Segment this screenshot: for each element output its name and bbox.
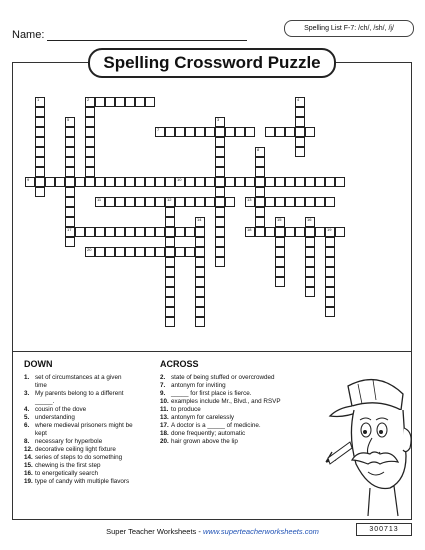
crossword-cell[interactable] <box>265 197 275 207</box>
page-title: Spelling Crossword Puzzle <box>88 48 336 78</box>
crossword-cell[interactable] <box>305 257 315 267</box>
clue-index: 3. <box>24 390 30 397</box>
crossword-cell[interactable] <box>305 127 315 137</box>
crossword-cell[interactable] <box>65 217 75 227</box>
crossword-cell[interactable] <box>185 127 195 137</box>
crossword-cell[interactable] <box>95 247 105 257</box>
cartoon-man-illustration <box>318 376 413 522</box>
crossword-cell[interactable] <box>325 197 335 207</box>
clue-number: 14 <box>197 217 202 222</box>
crossword-cell[interactable] <box>85 167 95 177</box>
crossword-cell[interactable] <box>65 177 75 187</box>
crossword-cell[interactable] <box>305 267 315 277</box>
crossword-cell[interactable] <box>265 177 275 187</box>
crossword-cell[interactable] <box>185 227 195 237</box>
clue-text: series of steps to do something <box>35 454 123 461</box>
down-clue <box>24 422 135 438</box>
crossword-cell[interactable] <box>165 227 175 237</box>
crossword-cell[interactable] <box>325 277 335 287</box>
clue-text: type of candy with multiple flavors <box>35 478 130 485</box>
crossword-cell[interactable] <box>215 207 225 217</box>
crossword-cell[interactable] <box>35 187 45 197</box>
crossword-cell[interactable] <box>235 177 245 187</box>
clue-text: antonym for carelessly <box>171 414 234 421</box>
clue-text: where medieval prisoners might be kept <box>35 422 133 437</box>
clue-number: 13 <box>247 197 252 202</box>
crossword-cell[interactable] <box>85 157 95 167</box>
clue-text: state of being stuffed or overcrowded <box>171 374 275 381</box>
crossword-cell[interactable] <box>195 237 205 247</box>
clue-number: 9 <box>27 177 30 182</box>
crossword-cell[interactable] <box>315 197 325 207</box>
crossword-cell[interactable] <box>95 227 105 237</box>
crossword-cell[interactable] <box>195 257 205 267</box>
crossword-cell[interactable] <box>195 177 205 187</box>
crossword-cell[interactable] <box>325 177 335 187</box>
crossword-cell[interactable] <box>325 227 335 237</box>
clue-number: 16 <box>307 217 312 222</box>
crossword-cell[interactable] <box>85 97 95 107</box>
crossword-cell[interactable] <box>65 137 75 147</box>
crossword-cell[interactable] <box>275 257 285 267</box>
crossword-cell[interactable] <box>255 147 265 157</box>
crossword-cell[interactable] <box>195 247 205 257</box>
crossword-cell[interactable] <box>65 157 75 167</box>
crossword-cell[interactable] <box>255 197 265 207</box>
crossword-cell[interactable] <box>105 97 115 107</box>
crossword-cell[interactable] <box>305 197 315 207</box>
crossword-cell[interactable] <box>295 127 305 137</box>
clue-number: 1 <box>37 97 40 102</box>
crossword-cell[interactable] <box>285 197 295 207</box>
clue-text: chewing is the first step <box>35 462 101 469</box>
crossword-cell[interactable] <box>275 197 285 207</box>
crossword-cell[interactable] <box>245 177 255 187</box>
crossword-cell[interactable] <box>335 177 345 187</box>
across-clue <box>160 414 341 422</box>
crossword-cell[interactable] <box>95 97 105 107</box>
crossword-cell[interactable] <box>255 217 265 227</box>
name-line <box>47 40 247 41</box>
clue-text: examples include Mr., Blvd., and RSVP <box>171 398 281 405</box>
crossword-cell[interactable] <box>165 317 175 327</box>
crossword-cell[interactable] <box>35 107 45 117</box>
crossword-cell[interactable] <box>165 197 175 207</box>
crossword-cell[interactable] <box>215 157 225 167</box>
clue-index: 17. <box>160 422 169 429</box>
crossword-cell[interactable] <box>195 197 205 207</box>
crossword-cell[interactable] <box>195 287 205 297</box>
crossword-cell[interactable] <box>65 197 75 207</box>
crossword-cell[interactable] <box>195 217 205 227</box>
clue-text: set of circumstances at a given time <box>35 374 122 389</box>
crossword-cell[interactable] <box>325 307 335 317</box>
crossword-cell[interactable] <box>325 257 335 267</box>
crossword-cell[interactable] <box>175 177 185 187</box>
crossword-cell[interactable] <box>305 277 315 287</box>
crossword-cell[interactable] <box>335 227 345 237</box>
crossword-cell[interactable] <box>295 177 305 187</box>
clue-number: 20 <box>87 247 92 252</box>
crossword-cell[interactable] <box>165 267 175 277</box>
crossword-cell[interactable] <box>105 177 115 187</box>
across-clue <box>160 390 341 398</box>
crossword-cell[interactable] <box>35 137 45 147</box>
crossword-cell[interactable] <box>275 227 285 237</box>
crossword-cell[interactable] <box>325 267 335 277</box>
crossword-cell[interactable] <box>305 237 315 247</box>
clue-text: antonym for inviting <box>171 382 226 389</box>
clue-number: 2 <box>87 97 90 102</box>
down-clue <box>24 390 135 406</box>
crossword-cell[interactable] <box>215 197 225 207</box>
clue-index: 19. <box>24 478 33 485</box>
crossword-cell[interactable] <box>215 257 225 267</box>
clue-index: 4. <box>24 406 30 413</box>
crossword-cell[interactable] <box>65 167 75 177</box>
across-heading: ACROSS <box>160 359 199 369</box>
crossword-cell[interactable] <box>145 247 155 257</box>
crossword-cell[interactable] <box>105 227 115 237</box>
crossword-cell[interactable] <box>175 247 185 257</box>
crossword-cell[interactable] <box>45 177 55 187</box>
crossword-cell[interactable] <box>25 177 35 187</box>
crossword-cell[interactable] <box>195 227 205 237</box>
crossword-cell[interactable] <box>215 147 225 157</box>
crossword-cell[interactable] <box>75 227 85 237</box>
clue-number: 4 <box>297 97 300 102</box>
footer-url[interactable]: www.superteacherworksheets.com <box>202 527 319 536</box>
crossword-cell[interactable] <box>215 227 225 237</box>
crossword-cell[interactable] <box>165 257 175 267</box>
crossword-cell[interactable] <box>195 317 205 327</box>
crossword-cell[interactable] <box>255 157 265 167</box>
across-clue-list <box>160 374 341 446</box>
clue-index: 10. <box>160 398 169 405</box>
clue-number: 18 <box>247 227 252 232</box>
crossword-cell[interactable] <box>135 227 145 237</box>
crossword-cell[interactable] <box>215 117 225 127</box>
crossword-cell[interactable] <box>325 287 335 297</box>
crossword-cell[interactable] <box>275 237 285 247</box>
crossword-cell[interactable] <box>65 127 75 137</box>
clue-text: understanding <box>35 414 75 421</box>
crossword-cell[interactable] <box>175 227 185 237</box>
crossword-cell[interactable] <box>285 227 295 237</box>
crossword-cell[interactable] <box>215 187 225 197</box>
crossword-cell[interactable] <box>325 237 335 247</box>
crossword-cell[interactable] <box>225 177 235 187</box>
down-clue <box>24 478 135 486</box>
clue-index: 8. <box>24 438 30 445</box>
crossword-cell[interactable] <box>265 227 275 237</box>
down-clue-list <box>24 374 135 486</box>
crossword-cell[interactable] <box>285 127 295 137</box>
crossword-cell[interactable] <box>155 197 165 207</box>
down-section <box>24 359 135 486</box>
crossword-cell[interactable] <box>265 127 275 137</box>
crossword-cell[interactable] <box>155 127 165 137</box>
crossword-cell[interactable] <box>255 167 265 177</box>
footer-brand: Super Teacher Worksheets <box>106 527 197 536</box>
crossword-cell[interactable] <box>145 227 155 237</box>
crossword-cell[interactable] <box>155 177 165 187</box>
clue-text: done frequently; automatic <box>171 430 246 437</box>
clue-index: 7. <box>160 382 166 389</box>
clue-number: 12 <box>167 197 172 202</box>
crossword-cell[interactable] <box>115 197 125 207</box>
crossword-cell[interactable] <box>65 237 75 247</box>
crossword-cell[interactable] <box>55 177 65 187</box>
crossword-cell[interactable] <box>255 227 265 237</box>
down-clue <box>24 438 135 446</box>
clue-index: 16. <box>24 470 33 477</box>
crossword-cell[interactable] <box>175 127 185 137</box>
crossword-cell[interactable] <box>195 277 205 287</box>
crossword-cell[interactable] <box>35 177 45 187</box>
down-clue <box>24 454 135 462</box>
crossword-cell[interactable] <box>65 117 75 127</box>
clue-number: 5 <box>67 117 70 122</box>
clue-number: 8 <box>257 147 260 152</box>
crossword-cell[interactable] <box>35 167 45 177</box>
clue-index: 5. <box>24 414 30 421</box>
crossword-cell[interactable] <box>205 177 215 187</box>
crossword-cell[interactable] <box>135 97 145 107</box>
crossword-cell[interactable] <box>295 137 305 147</box>
across-clue <box>160 398 341 406</box>
crossword-cell[interactable] <box>35 127 45 137</box>
crossword-cell[interactable] <box>195 297 205 307</box>
crossword-cell[interactable] <box>165 277 175 287</box>
crossword-cell[interactable] <box>145 197 155 207</box>
crossword-cell[interactable] <box>135 247 145 257</box>
across-section <box>160 359 341 446</box>
clue-index: 20. <box>160 438 169 445</box>
clue-text: cousin of the dove <box>35 406 87 413</box>
crossword-cell[interactable] <box>245 227 255 237</box>
crossword-cell[interactable] <box>215 247 225 257</box>
clue-index: 11. <box>160 406 169 413</box>
crossword-cell[interactable] <box>295 197 305 207</box>
down-clue <box>24 374 135 390</box>
crossword-cell[interactable] <box>35 157 45 167</box>
down-clue <box>24 462 135 470</box>
crossword-cell[interactable] <box>115 247 125 257</box>
crossword-cell[interactable] <box>85 177 95 187</box>
across-clue <box>160 438 341 446</box>
clue-text: hair grown above the lip <box>171 438 238 445</box>
crossword-cell[interactable] <box>165 287 175 297</box>
worksheet-code: 300713 <box>356 523 412 536</box>
crossword-cell[interactable] <box>165 207 175 217</box>
crossword-cell[interactable] <box>65 187 75 197</box>
across-clue <box>160 382 341 390</box>
crossword-cell[interactable] <box>215 167 225 177</box>
crossword-cell[interactable] <box>145 97 155 107</box>
crossword-cell[interactable] <box>305 217 315 227</box>
clue-number: 15 <box>277 217 282 222</box>
crossword-cell[interactable] <box>35 97 45 107</box>
crossword-cell[interactable] <box>315 177 325 187</box>
crossword-cell[interactable] <box>275 247 285 257</box>
crossword-grid <box>25 87 375 357</box>
crossword-cell[interactable] <box>275 217 285 227</box>
clue-number: 7 <box>157 127 160 132</box>
crossword-cell[interactable] <box>75 177 85 187</box>
crossword-cell[interactable] <box>85 147 95 157</box>
crossword-cell[interactable] <box>35 117 45 127</box>
crossword-cell[interactable] <box>275 277 285 287</box>
crossword-cell[interactable] <box>295 117 305 127</box>
clue-number: 10 <box>177 177 182 182</box>
crossword-cell[interactable] <box>135 177 145 187</box>
crossword-cell[interactable] <box>235 127 245 137</box>
crossword-cell[interactable] <box>125 227 135 237</box>
across-clue <box>160 374 341 382</box>
crossword-cell[interactable] <box>125 197 135 207</box>
clue-text: A doctor is a _____ of medicine. <box>171 422 261 429</box>
across-clue <box>160 430 341 438</box>
crossword-cell[interactable] <box>165 297 175 307</box>
crossword-cell[interactable] <box>285 177 295 187</box>
crossword-cell[interactable] <box>155 227 165 237</box>
clue-index: 13. <box>160 414 169 421</box>
crossword-cell[interactable] <box>195 307 205 317</box>
crossword-cell[interactable] <box>65 207 75 217</box>
crossword-cell[interactable] <box>315 227 325 237</box>
crossword-cell[interactable] <box>185 177 195 187</box>
crossword-cell[interactable] <box>325 247 335 257</box>
crossword-cell[interactable] <box>205 127 215 137</box>
clue-number: 11 <box>97 197 102 202</box>
crossword-cell[interactable] <box>105 197 115 207</box>
crossword-cell[interactable] <box>85 107 95 117</box>
crossword-cell[interactable] <box>95 197 105 207</box>
crossword-cell[interactable] <box>165 247 175 257</box>
footer-separator: - <box>196 527 203 536</box>
clue-index: 14. <box>24 454 33 461</box>
clue-number: 19 <box>327 227 332 232</box>
crossword-cell[interactable] <box>295 97 305 107</box>
crossword-cell[interactable] <box>155 247 165 257</box>
crossword-cell[interactable] <box>275 127 285 137</box>
crossword-cell[interactable] <box>215 137 225 147</box>
crossword-cell[interactable] <box>95 177 105 187</box>
puzzle-frame <box>12 62 412 352</box>
clue-text: _____ for first place is fierce. <box>171 390 252 397</box>
crossword-cell[interactable] <box>135 197 145 207</box>
crossword-cell[interactable] <box>165 127 175 137</box>
crossword-cell[interactable] <box>305 227 315 237</box>
crossword-cell[interactable] <box>305 247 315 257</box>
crossword-cell[interactable] <box>245 197 255 207</box>
crossword-cell[interactable] <box>125 177 135 187</box>
clue-number: 17 <box>67 227 72 232</box>
crossword-cell[interactable] <box>85 127 95 137</box>
across-clue <box>160 406 341 414</box>
crossword-cell[interactable] <box>305 287 315 297</box>
crossword-cell[interactable] <box>105 247 115 257</box>
crossword-cell[interactable] <box>185 247 195 257</box>
crossword-cell[interactable] <box>35 147 45 157</box>
crossword-cell[interactable] <box>65 147 75 157</box>
crossword-cell[interactable] <box>165 237 175 247</box>
clue-index: 9. <box>160 390 166 397</box>
crossword-cell[interactable] <box>115 177 125 187</box>
crossword-cell[interactable] <box>215 127 225 137</box>
crossword-cell[interactable] <box>195 127 205 137</box>
crossword-cell[interactable] <box>165 307 175 317</box>
crossword-cell[interactable] <box>85 137 95 147</box>
crossword-cell[interactable] <box>85 247 95 257</box>
crossword-cell[interactable] <box>115 97 125 107</box>
clue-text: My parents belong to a different _____. <box>35 390 124 405</box>
crossword-cell[interactable] <box>275 267 285 277</box>
crossword-cell[interactable] <box>325 297 335 307</box>
crossword-cell[interactable] <box>225 127 235 137</box>
crossword-cell[interactable] <box>125 97 135 107</box>
crossword-cell[interactable] <box>165 217 175 227</box>
down-clue <box>24 414 135 422</box>
crossword-cell[interactable] <box>85 227 95 237</box>
clue-text: to produce <box>171 406 201 413</box>
clue-index: 18. <box>160 430 169 437</box>
crossword-cell[interactable] <box>195 267 205 277</box>
crossword-cell[interactable] <box>85 117 95 127</box>
crossword-cell[interactable] <box>275 177 285 187</box>
clue-text: necessary for hyperbole <box>35 438 103 445</box>
across-clue <box>160 422 341 430</box>
crossword-cell[interactable] <box>215 237 225 247</box>
crossword-cell[interactable] <box>255 187 265 197</box>
name-label: Name: <box>12 29 45 41</box>
crossword-cell[interactable] <box>65 227 75 237</box>
crossword-cell[interactable] <box>175 197 185 207</box>
crossword-cell[interactable] <box>225 197 235 207</box>
crossword-cell[interactable] <box>165 177 175 187</box>
crossword-cell[interactable] <box>115 227 125 237</box>
crossword-cell[interactable] <box>255 177 265 187</box>
crossword-cell[interactable] <box>125 247 135 257</box>
crossword-cell[interactable] <box>145 177 155 187</box>
crossword-cell[interactable] <box>295 147 305 157</box>
clue-text: decorative ceiling light fixture <box>35 446 116 453</box>
crossword-cell[interactable] <box>215 177 225 187</box>
crossword-cell[interactable] <box>185 197 195 207</box>
down-clue <box>24 446 135 454</box>
clue-index: 15. <box>24 462 33 469</box>
crossword-cell[interactable] <box>205 197 215 207</box>
down-heading: DOWN <box>24 359 53 369</box>
clue-text: to energetically search <box>35 470 99 477</box>
clue-number: 3 <box>217 117 220 122</box>
down-clue <box>24 406 135 414</box>
clue-index: 2. <box>160 374 166 381</box>
crossword-cell[interactable] <box>255 207 265 217</box>
crossword-cell[interactable] <box>295 107 305 117</box>
crossword-cell[interactable] <box>305 177 315 187</box>
down-clue <box>24 470 135 478</box>
crossword-cell[interactable] <box>295 227 305 237</box>
spelling-list-badge: Spelling List F-7: /ch/, /sh/, /j/ <box>284 20 414 37</box>
crossword-cell[interactable] <box>215 217 225 227</box>
clue-index: 1. <box>24 374 30 381</box>
clue-index: 12. <box>24 446 33 453</box>
crossword-cell[interactable] <box>245 127 255 137</box>
clue-index: 6. <box>24 422 30 429</box>
